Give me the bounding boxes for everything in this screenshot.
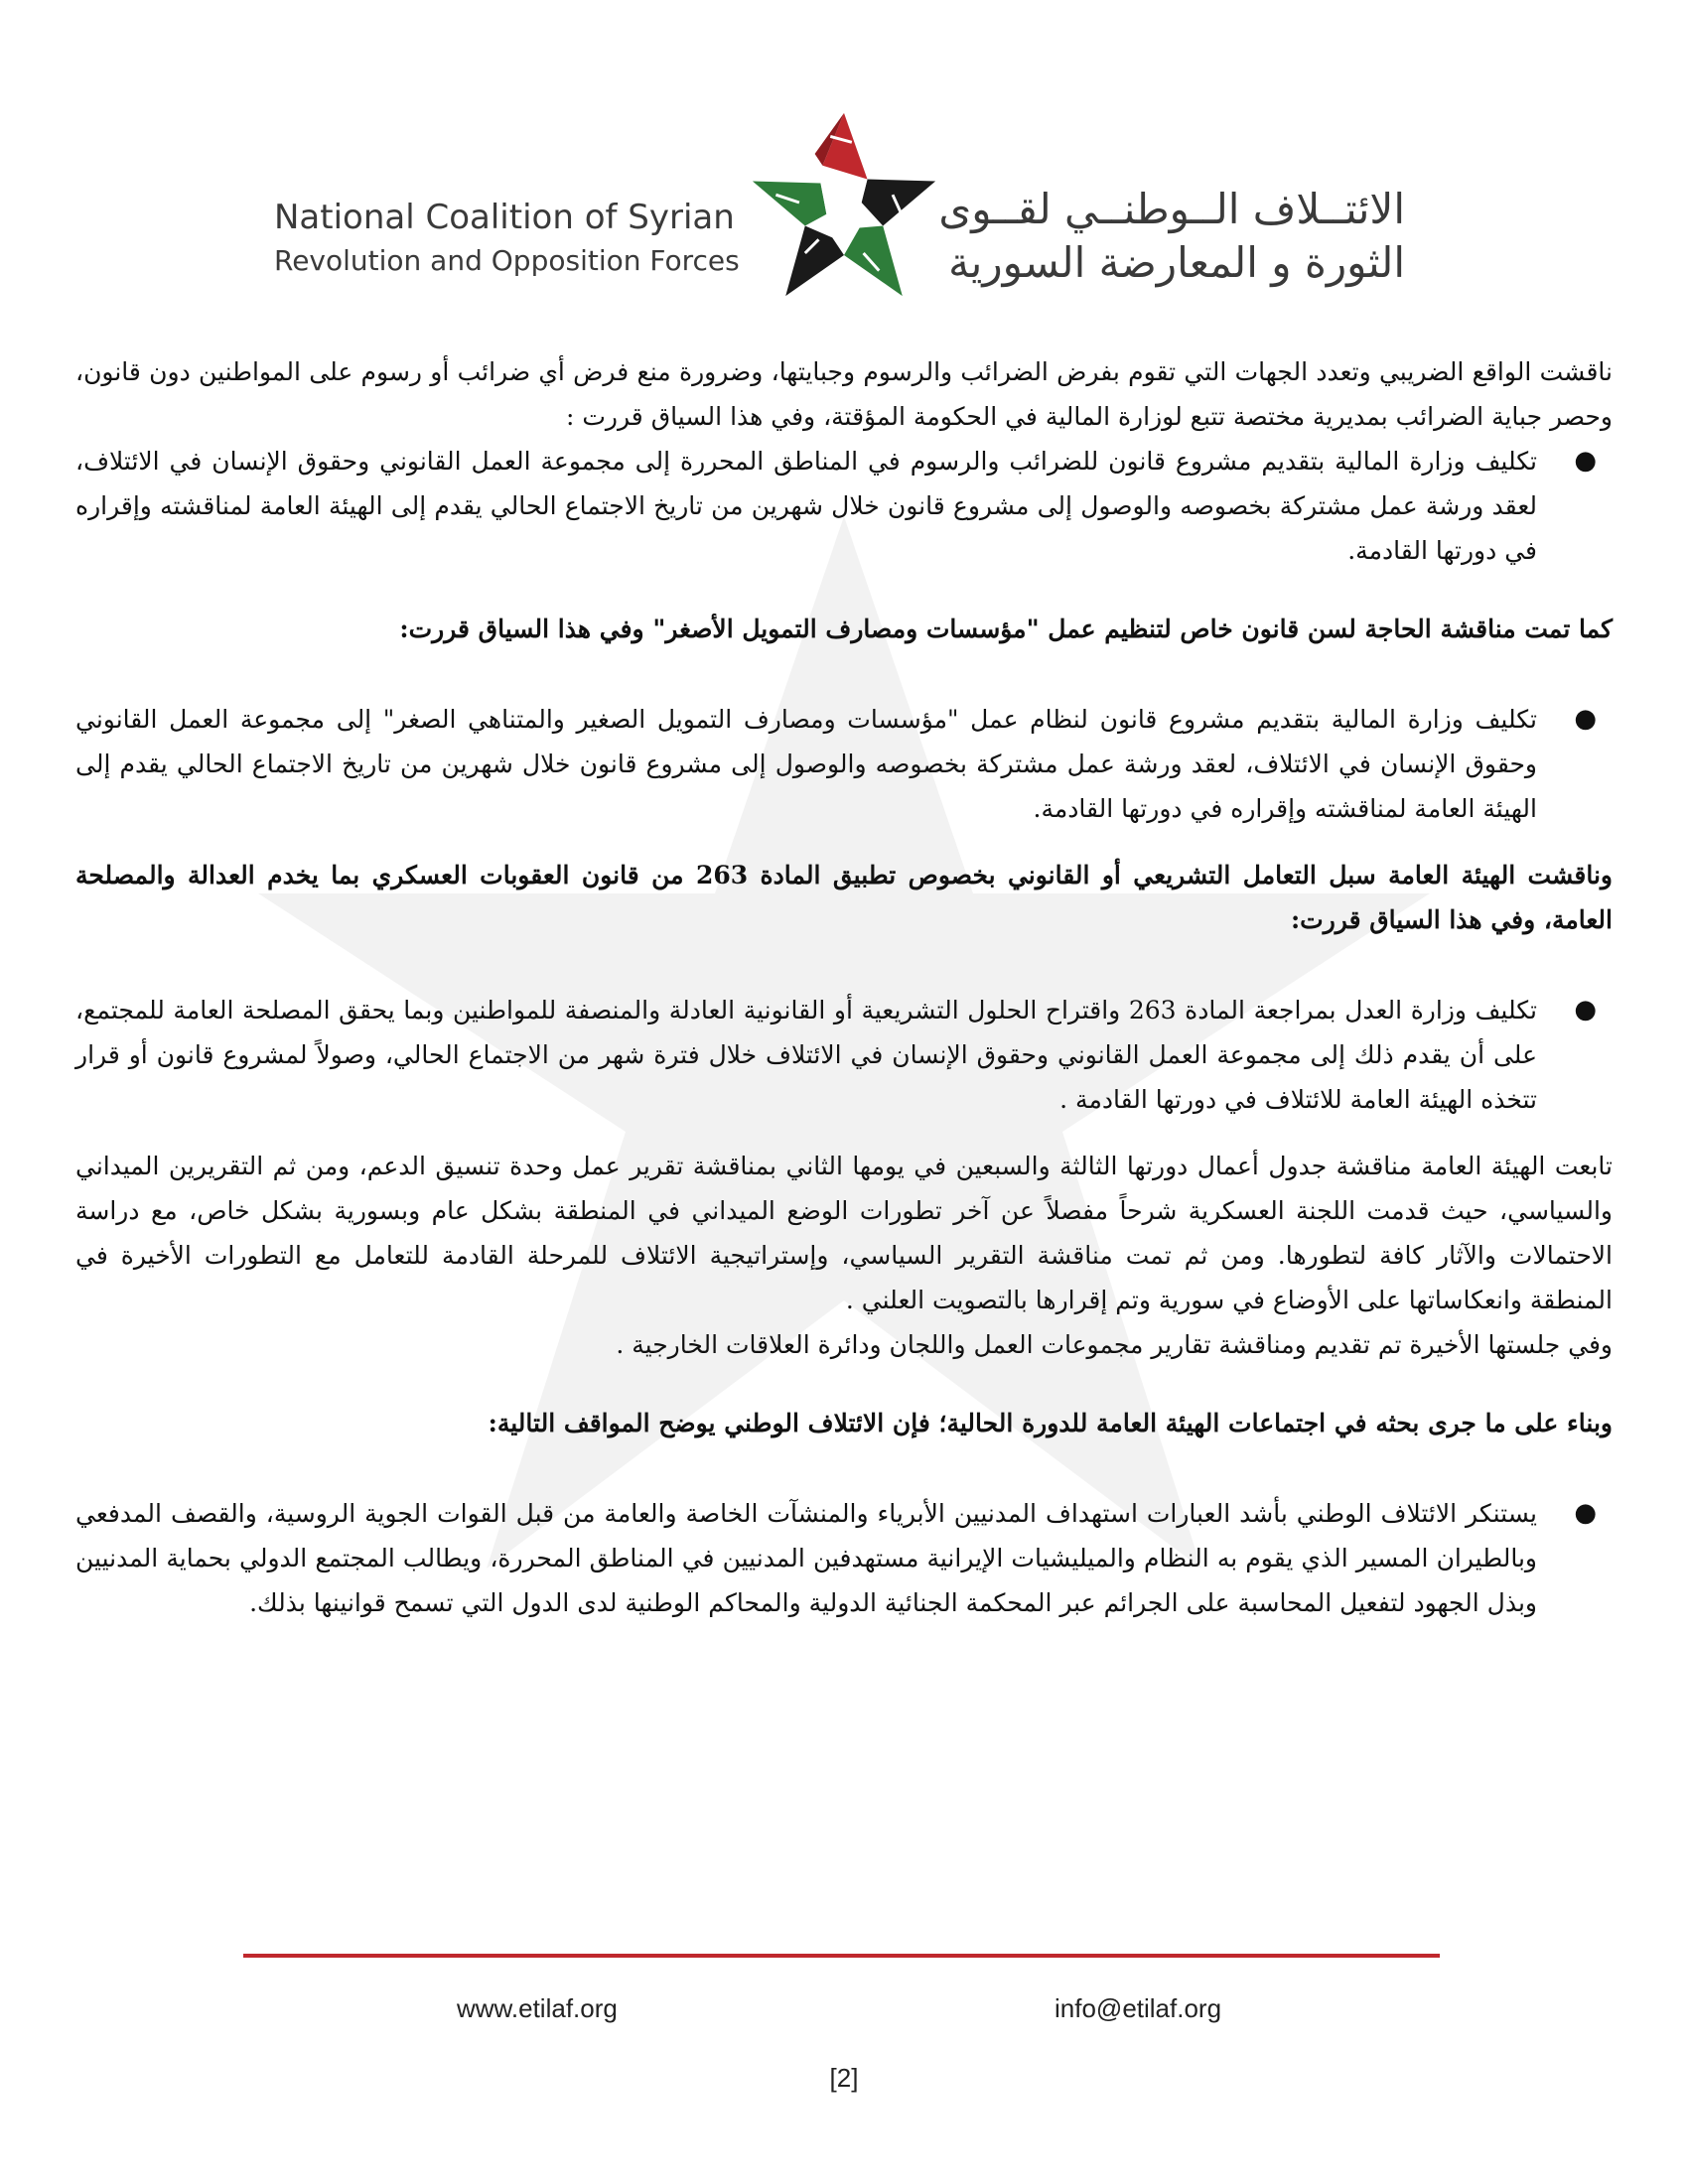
document-body — [75, 349, 1613, 1625]
paragraph-final-session: وفي جلستها الأخيرة تم تقديم ومناقشة تقارير مجموعات العمل واللجان ودائرة العلاقات الخارجية . — [616, 1330, 1613, 1359]
section-heading-positions: وبناء على ما جرى بحثه في اجتماعات الهيئة العامة للدورة الحالية؛ فإن الائتلاف الوطني يوضح المواقف التالية: — [488, 1409, 1613, 1437]
page-number: [2] — [829, 2063, 859, 2093]
paragraph-session-summary: تابعت الهيئة العامة مناقشة جدول أعمال دورتها الثالثة والسبعين في يومها الثاني بمناقشة تقرير عمل وحدة تنسيق الدعم، ومن ثم التقريرين الميداني والسياسي، حيث قدمت اللجنة العسكرية شرحاً مفصلاً عن آخر تطورات الوضع الميداني في المنطقة بشكل عام وبسورية بشكل خاص، مع دراسة الاحتمالات والآثار كافة لتطورها. ومن ثم تمت مناقشة التقرير السياسي، وإستراتيجية الائتلاف للمرحلة القادمة للتعامل مع التطورات الأخيرة في المنطقة وانعكاساتها على الأوضاع في سورية وتم إقرارها بالتصويت العلني . — [75, 1152, 1613, 1314]
bullet-icon: ● — [1574, 1498, 1597, 1528]
paragraph-tax-discussion: ناقشت الواقع الضريبي وتعدد الجهات التي تقوم بفرض الضرائب والرسوم وجبايتها، وضرورة منع فرض أي ضرائب أو رسوم على المواطنين دون قانون، وحصر جباية الضرائب بمديرية مختصة تتبع لوزارة المالية في الحكومة المؤقتة، وفي هذا السياق قررت : — [75, 357, 1613, 431]
letterhead — [0, 107, 1688, 306]
logo-star-icon — [753, 113, 935, 296]
list-item — [75, 988, 1613, 1122]
footer-website-link[interactable]: www.etilaf.org — [457, 1993, 618, 2023]
section-heading-article-263: وناقشت الهيئة العامة سبل التعامل التشريعي أو القانوني بخصوص تطبيق المادة 263 من قانون العقوبات العسكري بما يخدم العدالة والمصلحة العامة، وفي هذا السياق قررت: — [75, 861, 1614, 934]
list-item-text: تكليف وزارة المالية بتقديم مشروع قانون لنظام عمل "مؤسسات ومصارف التمويل الصغير والمتناهي الصغر" إلى مجموعة العمل القانوني وحقوق الإنسان في الائتلاف، لعقد ورشة عمل مشتركة بخصوصه والوصول إلى مشروع قانون خلال شهرين من تاريخ الاجتماع الحالي يقدم إلى الهيئة العامة لمناقشته وإقراره في دورتها القادمة. — [75, 705, 1537, 823]
section-heading-microfinance: كما تمت مناقشة الحاجة لسن قانون خاص لتنظيم عمل "مؤسسات ومصارف التمويل الأصغر" وفي هذا السياق قررت: — [399, 614, 1613, 643]
arabic-org-name-line2: الثورة و المعارضة السورية — [948, 238, 1405, 287]
list-item-text: تكليف وزارة العدل بمراجعة المادة 263 واقتراح الحلول التشريعية أو القانونية العادلة والمنصفة للمواطنين وبما يحقق المصلحة العامة للمجتمع، على أن يقدم ذلك إلى مجموعة العمل القانوني وحقوق الإنسان في الائتلاف خلال فترة شهر من الاجتماع الحالي، وصولاً لمشروع قانون أو قرار تتخذه الهيئة العامة للائتلاف في دورتها القادمة . — [75, 996, 1538, 1114]
bullet-icon: ● — [1574, 995, 1597, 1024]
english-org-name — [274, 195, 740, 282]
list-item — [75, 1491, 1613, 1625]
list-item — [75, 439, 1613, 573]
english-org-name-line1: National Coalition of Syrian — [274, 198, 735, 237]
arabic-org-name — [938, 183, 1405, 290]
list-item-text: تكليف وزارة المالية بتقديم مشروع قانون للضرائب والرسوم في المناطق المحررة إلى مجموعة العمل القانوني وحقوق الإنسان في الائتلاف، لعقد ورشة عمل مشتركة بخصوصه والوصول إلى مشروع قانون خلال شهرين من تاريخ الاجتماع الحالي يقدم إلى الهيئة العامة لمناقشته وإقراره في دورتها القادمة. — [75, 447, 1537, 565]
footer-divider — [243, 1954, 1440, 1958]
english-org-name-line2: Revolution and Opposition Forces — [274, 244, 740, 277]
list-item — [75, 697, 1613, 831]
bullet-icon: ● — [1574, 446, 1597, 476]
list-item-text: يستنكر الائتلاف الوطني بأشد العبارات استهداف المدنيين الأبرياء والمنشآت الخاصة والعامة من قبل القوات الجوية الروسية، والقصف المدفعي وبالطيران المسير الذي يقوم به النظام والميليشيات الإيرانية مستهدفين المدنيين في المناطق المحررة، ويطالب المجتمع الدولي بحماية المدنيين وبذل الجهود لتفعيل المحاسبة على الجرائم عبر المحكمة الجنائية الدولية والمحاكم الوطنية لدى الدول التي تسمح قوانينها بذلك. — [75, 1499, 1537, 1617]
arabic-org-name-line1: الائتــلاف الــوطنــي لقــوى — [938, 185, 1405, 233]
footer-email-link[interactable]: info@etilaf.org — [1055, 1993, 1222, 2023]
coalition-logo — [747, 107, 941, 302]
bullet-icon: ● — [1574, 704, 1597, 734]
